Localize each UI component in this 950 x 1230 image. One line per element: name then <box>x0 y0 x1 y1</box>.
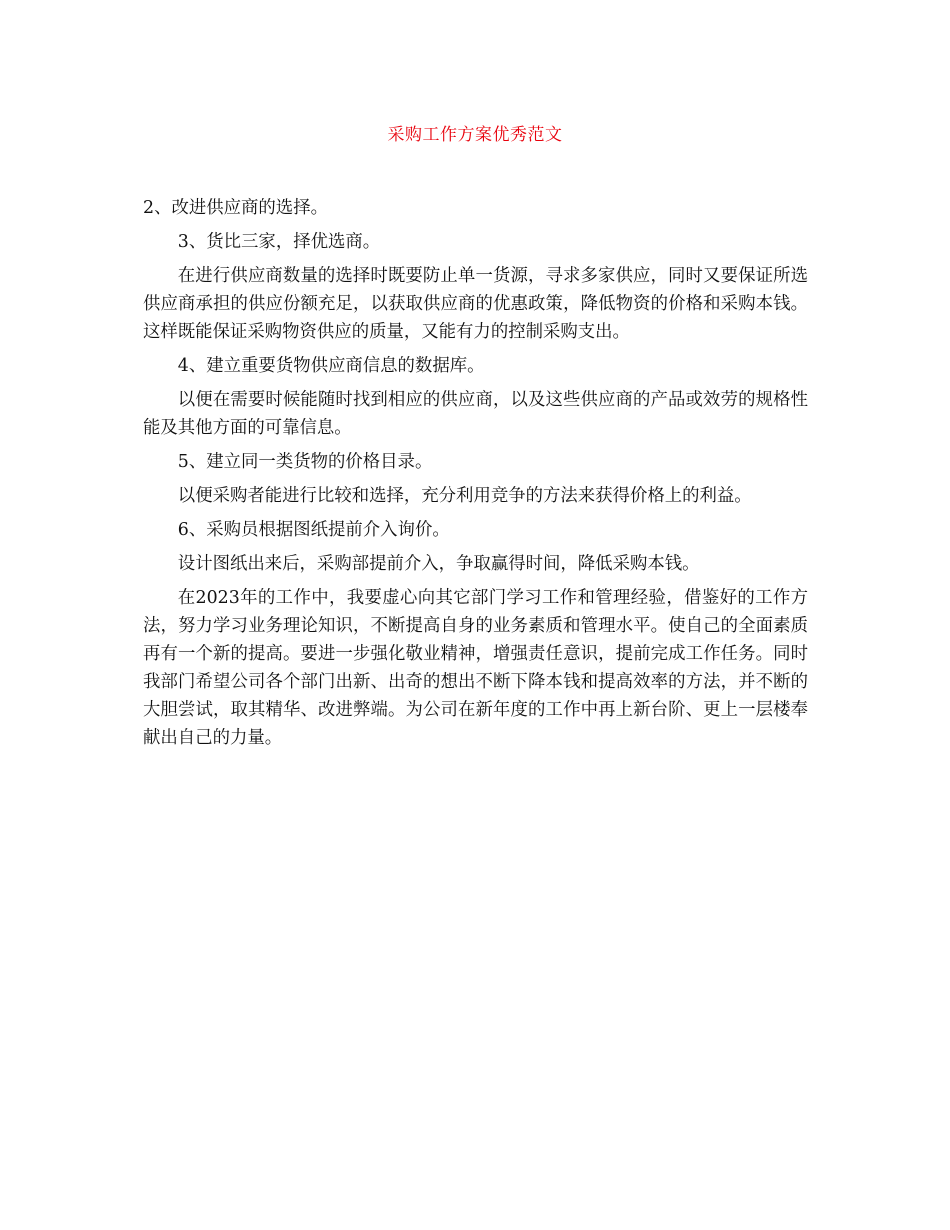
paragraph-body: 以便采购者能进行比较和选择，充分利用竞争的方法来获得价格上的利益。 <box>177 486 752 506</box>
paragraph-body: 以便在需要时候能随时找到相应的供应商，以及这些供应商的产品或效劳的规格性能及其他方面的可靠信息。 <box>143 390 808 438</box>
paragraph-body: 设计图纸出来后，采购部提前介入，争取赢得时间，降低采购本钱。 <box>177 554 700 574</box>
paragraph-heading-3: 3、货比三家，择优选商。 <box>177 232 381 252</box>
paragraph-body: 在进行供应商数量的选择时既要防止单一货源，寻求多家供应，同时又要保证所选供应商承担的供应份额充足，以获取供应商的优惠政策，降低物资的价格和采购本钱。这样既能保证采购物资供应的质量，又能有力的控制采购支出。 <box>143 266 808 342</box>
paragraph-heading-6: 6、采购员根据图纸提前介入询价。 <box>177 520 450 540</box>
paragraph-heading-4: 4、建立重要货物供应商信息的数据库。 <box>177 356 485 376</box>
paragraph-heading-2: 2、改进供应商的选择。 <box>143 198 328 218</box>
document-title: 采购工作方案优秀范文 <box>387 125 563 145</box>
paragraph-summary: 在2023年的工作中，我要虚心向其它部门学习工作和管理经验，借鉴好的工作方法，努力学习业务理论知识，不断提高自身的业务素质和管理水平。使自己的全面素质再有一个新的提高。要进一步强化敬业精神，增强责任意识，提前完成工作任务。同时我部门希望公司各个部门出新、出奇的想出不断下降本钱和提高效率的方法，并不断的大胆尝试，取其精华、改进弊端。为公司在新年度的工作中再上新台阶、更上一层楼奉献出自己的力量。 <box>143 588 808 748</box>
paragraph-heading-5: 5、建立同一类货物的价格目录。 <box>177 452 433 472</box>
document-body <box>143 194 808 758</box>
